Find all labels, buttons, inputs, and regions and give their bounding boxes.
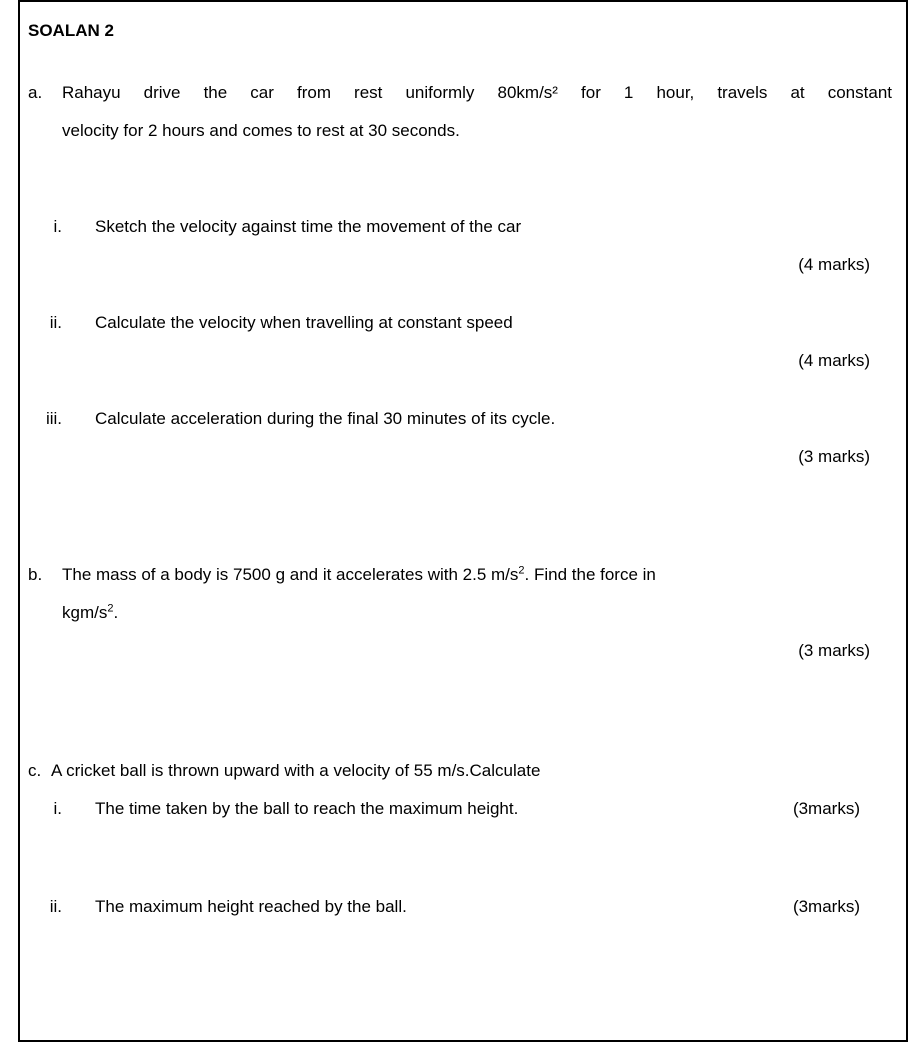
question-title: SOALAN 2 <box>28 21 114 40</box>
part-c-text: A cricket ball is thrown upward with a velocity of 55 m/s.Calculate <box>50 761 541 780</box>
item-marks: (4 marks) <box>798 255 870 274</box>
item-label: iii. <box>45 409 62 428</box>
item-marks: (4 marks) <box>798 351 870 370</box>
part-b-text-line1-pre: The mass of a body is 7500 g and it accelerates with 2.5 m/s <box>62 565 519 584</box>
part-b <box>28 556 898 632</box>
part-a-text-line1: Rahayu drive the car from rest uniformly 80km/s² for 1 hour, travels at constant <box>62 83 892 102</box>
part-a <box>28 74 898 150</box>
part-c-item-ii <box>28 888 898 926</box>
part-b-label: b. <box>28 565 43 584</box>
item-label: i. <box>53 799 62 818</box>
item-text: Calculate acceleration during the final 30 minutes of its cycle. <box>95 409 556 428</box>
item-marks: (3 marks) <box>798 447 870 466</box>
part-b-text-line1-post: . Find the force in <box>524 565 656 584</box>
part-b-text-line2-post: . <box>113 603 119 622</box>
item-text: The maximum height reached by the ball. <box>95 897 407 916</box>
item-label: ii. <box>49 897 62 916</box>
item-text: Calculate the velocity when travelling at constant speed <box>95 313 513 332</box>
item-marks: (3marks) <box>792 799 860 818</box>
part-a-label: a. <box>28 83 43 102</box>
part-a-body <box>62 74 898 150</box>
part-a-text-line2: velocity for 2 hours and comes to rest at 30 seconds. <box>62 121 460 140</box>
part-b-text-line2 <box>62 594 892 632</box>
part-c-item-i <box>28 790 898 828</box>
item-text: Sketch the velocity against time the movement of the car <box>95 217 522 236</box>
item-marks: (3marks) <box>792 897 860 916</box>
part-a-item-i <box>28 208 898 284</box>
item-label: ii. <box>49 313 62 332</box>
superscript: 2 <box>518 564 525 577</box>
part-b-text-line2-pre: kgm/s <box>62 603 108 622</box>
part-a-item-iii <box>28 400 898 476</box>
item-label: i. <box>53 217 62 236</box>
question-cell <box>18 0 908 1042</box>
part-a-item-ii <box>28 304 898 380</box>
superscript: 2 <box>107 602 114 615</box>
part-b-text-line1 <box>62 556 892 594</box>
part-b-marks: (3 marks) <box>798 641 870 660</box>
part-c-label: c. <box>28 761 42 780</box>
part-b-body <box>62 556 898 632</box>
item-text: The time taken by the ball to reach the maximum height. <box>95 799 519 818</box>
part-c <box>28 752 898 790</box>
